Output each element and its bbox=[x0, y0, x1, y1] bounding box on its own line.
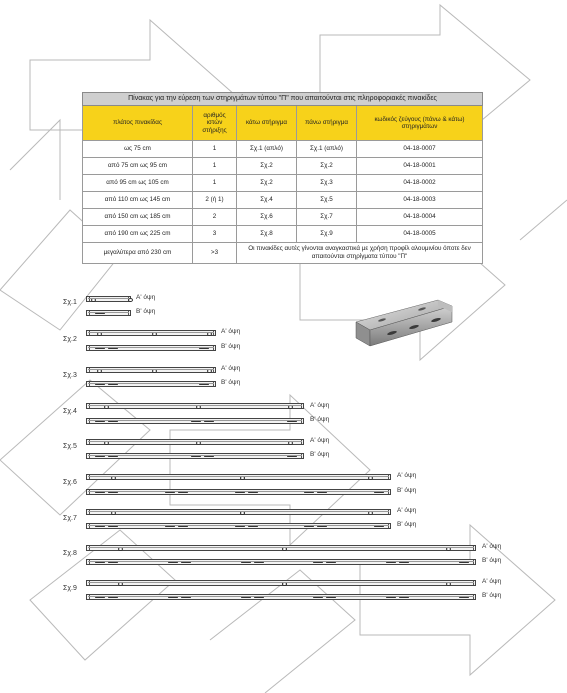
bar-end bbox=[89, 368, 90, 372]
mounting-slot bbox=[199, 348, 209, 350]
mounting-slot bbox=[204, 456, 214, 458]
mounting-slot bbox=[254, 597, 264, 599]
mounting-slot bbox=[287, 456, 297, 458]
bar-end bbox=[89, 581, 90, 585]
figure-label: Σχ.5 bbox=[63, 443, 77, 450]
cell-upper: Σχ.9 bbox=[297, 226, 357, 243]
bar-end bbox=[301, 419, 302, 423]
cell-lower: Σχ.8 bbox=[237, 226, 297, 243]
mounting-slot bbox=[191, 456, 201, 458]
face-a-label: Α' όψη bbox=[136, 294, 156, 301]
mounting-slot bbox=[108, 456, 118, 458]
mounting-slot bbox=[95, 384, 105, 386]
bolt-hole bbox=[368, 476, 373, 480]
bolt-hole bbox=[368, 511, 373, 515]
face-a-label: Α' όψη bbox=[482, 578, 502, 585]
bar-end bbox=[89, 419, 90, 423]
mounting-slot bbox=[326, 562, 336, 564]
mounting-slot bbox=[108, 421, 118, 423]
bar-end bbox=[89, 297, 90, 301]
profile-bar-face-a bbox=[86, 439, 304, 445]
face-b-label: Β' όψη bbox=[482, 557, 502, 564]
mounting-slot bbox=[181, 562, 191, 564]
mounting-slot bbox=[317, 492, 327, 494]
cell-posts: 2 bbox=[193, 209, 237, 226]
bar-end bbox=[89, 510, 90, 514]
bolt-hole bbox=[104, 441, 109, 445]
mounting-slot bbox=[95, 492, 105, 494]
mounting-slot bbox=[95, 348, 105, 350]
figure-label: Σχ.8 bbox=[63, 550, 77, 557]
cell-width: από 110 cm ως 145 cm bbox=[83, 192, 193, 209]
bolt-hole bbox=[207, 332, 212, 336]
bolt-hole bbox=[196, 441, 201, 445]
face-a-label: Α' όψη bbox=[397, 472, 417, 479]
cell-code: 04-18-0007 bbox=[357, 141, 483, 158]
profile-bar-face-b bbox=[86, 310, 131, 316]
mounting-slot bbox=[165, 492, 175, 494]
bar-end bbox=[89, 490, 90, 494]
bar-end bbox=[473, 560, 474, 564]
cell-posts: 1 bbox=[193, 141, 237, 158]
cell-width: ως 75 cm bbox=[83, 141, 193, 158]
cell-upper: Σχ.2 bbox=[297, 158, 357, 175]
cell-code: 04-18-0001 bbox=[357, 158, 483, 175]
profile-bar-face-a bbox=[86, 330, 216, 336]
cell-lower: Σχ.2 bbox=[237, 175, 297, 192]
bar-end bbox=[89, 454, 90, 458]
mounting-slot bbox=[108, 384, 118, 386]
figure-label: Σχ.7 bbox=[63, 515, 77, 522]
cell-upper: Σχ.5 bbox=[297, 192, 357, 209]
mounting-slot bbox=[304, 526, 314, 528]
mounting-slot bbox=[386, 597, 396, 599]
bolt-hole bbox=[152, 332, 157, 336]
figure-label: Σχ.2 bbox=[63, 336, 77, 343]
figure-label: Σχ.1 bbox=[63, 299, 77, 306]
mounting-slot bbox=[248, 526, 258, 528]
mounting-slot bbox=[168, 562, 178, 564]
bar-end bbox=[89, 346, 90, 350]
face-b-label: Β' όψη bbox=[136, 308, 156, 315]
bolt-hole bbox=[288, 405, 293, 409]
face-a-label: Α' όψη bbox=[482, 543, 502, 550]
cell-width: από 150 cm ως 185 cm bbox=[83, 209, 193, 226]
bar-end bbox=[301, 404, 302, 408]
bar-end bbox=[89, 382, 90, 386]
mounting-slot bbox=[287, 421, 297, 423]
bar-end bbox=[89, 331, 90, 335]
mounting-slot bbox=[399, 597, 409, 599]
profile-bar-face-b bbox=[86, 418, 304, 424]
mounting-slot bbox=[199, 384, 209, 386]
mounting-slot bbox=[95, 562, 105, 564]
face-a-label: Α' όψη bbox=[310, 437, 330, 444]
bolt-hole bbox=[97, 332, 102, 336]
profile-bar-face-b bbox=[86, 381, 216, 387]
mounting-slot bbox=[168, 597, 178, 599]
bolt-hole bbox=[282, 547, 287, 551]
mounting-slot bbox=[191, 421, 201, 423]
bolt-hole bbox=[240, 511, 245, 515]
mounting-slot bbox=[95, 456, 105, 458]
face-b-label: Β' όψη bbox=[397, 487, 417, 494]
mounting-slot bbox=[108, 597, 118, 599]
table-title: Πίνακας για την εύρεση των στηριγμάτων τύπου "Π" που απαιτούνται στις πληροφοριακές πινακίδες bbox=[83, 93, 483, 106]
figure-label: Σχ.9 bbox=[63, 585, 77, 592]
face-b-label: Β' όψη bbox=[221, 379, 241, 386]
mounting-slot bbox=[95, 313, 105, 315]
bar-end bbox=[89, 546, 90, 550]
col-header-lower: κάτω στήριγμα bbox=[237, 106, 297, 141]
bar-end bbox=[89, 595, 90, 599]
cell-posts: 2 (ή 1) bbox=[193, 192, 237, 209]
bolt-hole bbox=[282, 582, 287, 586]
mounting-slot bbox=[108, 348, 118, 350]
bolt-hole bbox=[97, 369, 102, 373]
cell-code: 04-18-0005 bbox=[357, 226, 483, 243]
profile-bar-face-b bbox=[86, 489, 391, 495]
bar-end bbox=[89, 524, 90, 528]
bar-end bbox=[89, 560, 90, 564]
cell-width: από 75 cm ως 95 cm bbox=[83, 158, 193, 175]
bar-end bbox=[89, 475, 90, 479]
face-b-label: Β' όψη bbox=[482, 592, 502, 599]
figure-label: Σχ.6 bbox=[63, 479, 77, 486]
face-b-label: Β' όψη bbox=[310, 451, 330, 458]
cell-code: 04-18-0002 bbox=[357, 175, 483, 192]
mounting-slot bbox=[204, 421, 214, 423]
table-row bbox=[83, 209, 483, 226]
mounting-slot bbox=[95, 597, 105, 599]
mounting-slot bbox=[108, 562, 118, 564]
bar-end bbox=[89, 440, 90, 444]
cell-posts: >3 bbox=[193, 243, 237, 264]
mounting-slot bbox=[399, 562, 409, 564]
mounting-slot bbox=[459, 562, 469, 564]
face-a-label: Α' όψη bbox=[221, 328, 241, 335]
bracket-photo bbox=[352, 296, 456, 350]
bar-end bbox=[473, 595, 474, 599]
face-a-label: Α' όψη bbox=[397, 507, 417, 514]
table-row-last bbox=[83, 243, 483, 264]
mounting-slot bbox=[386, 562, 396, 564]
table-row bbox=[83, 158, 483, 175]
bolt-hole bbox=[288, 441, 293, 445]
bar-end bbox=[388, 490, 389, 494]
table-row bbox=[83, 192, 483, 209]
profile-bar-face-b bbox=[86, 594, 476, 600]
cell-lower: Σχ.1 (απλό) bbox=[237, 141, 297, 158]
mounting-slot bbox=[326, 597, 336, 599]
mounting-slot bbox=[313, 562, 323, 564]
cell-width: μεγαλύτερα από 230 cm bbox=[83, 243, 193, 264]
support-selection-table bbox=[82, 92, 483, 264]
bar-end bbox=[213, 346, 214, 350]
table-row bbox=[83, 175, 483, 192]
mounting-slot bbox=[108, 492, 118, 494]
profile-bar-face-a bbox=[86, 545, 476, 551]
profile-bar-face-a bbox=[86, 474, 391, 480]
bolt-hole bbox=[128, 298, 133, 302]
profile-bar-face-a bbox=[86, 509, 391, 515]
face-a-label: Α' όψη bbox=[310, 402, 330, 409]
bar-end bbox=[213, 368, 214, 372]
bar-end bbox=[473, 581, 474, 585]
bolt-hole bbox=[207, 369, 212, 373]
mounting-slot bbox=[181, 597, 191, 599]
face-b-label: Β' όψη bbox=[397, 521, 417, 528]
profile-bar-face-a bbox=[86, 403, 304, 409]
bolt-hole bbox=[446, 547, 451, 551]
col-header-posts: αριθμός ιστών στήριξης bbox=[193, 106, 237, 141]
mounting-slot bbox=[235, 492, 245, 494]
bolt-hole bbox=[152, 369, 157, 373]
profile-bar-face-a bbox=[86, 367, 216, 373]
cell-code: 04-18-0004 bbox=[357, 209, 483, 226]
mounting-slot bbox=[95, 526, 105, 528]
mounting-slot bbox=[374, 526, 384, 528]
mounting-slot bbox=[374, 492, 384, 494]
mounting-slot bbox=[304, 492, 314, 494]
table-row bbox=[83, 141, 483, 158]
bar-end bbox=[301, 454, 302, 458]
mounting-slot bbox=[459, 597, 469, 599]
cell-upper: Σχ.3 bbox=[297, 175, 357, 192]
bolt-hole bbox=[118, 547, 123, 551]
face-a-label: Α' όψη bbox=[221, 365, 241, 372]
bolt-hole bbox=[446, 582, 451, 586]
figure-label: Σχ.3 bbox=[63, 372, 77, 379]
bolt-hole bbox=[104, 405, 109, 409]
face-b-label: Β' όψη bbox=[310, 416, 330, 423]
mounting-slot bbox=[95, 421, 105, 423]
mounting-slot bbox=[235, 526, 245, 528]
cell-lower: Σχ.4 bbox=[237, 192, 297, 209]
cell-upper: Σχ.1 (απλό) bbox=[297, 141, 357, 158]
mounting-slot bbox=[313, 597, 323, 599]
bar-end bbox=[388, 510, 389, 514]
bar-end bbox=[473, 546, 474, 550]
bar-end bbox=[89, 404, 90, 408]
col-header-width: πλάτος πινακίδας bbox=[83, 106, 193, 141]
cell-width: από 95 cm ως 105 cm bbox=[83, 175, 193, 192]
bar-end bbox=[128, 311, 129, 315]
cell-width: από 190 cm ως 225 cm bbox=[83, 226, 193, 243]
cell-code: 04-18-0003 bbox=[357, 192, 483, 209]
profile-bar-face-a bbox=[86, 580, 476, 586]
bar-end bbox=[213, 382, 214, 386]
mounting-slot bbox=[254, 562, 264, 564]
bolt-hole bbox=[118, 582, 123, 586]
mounting-slot bbox=[178, 492, 188, 494]
cell-upper: Σχ.7 bbox=[297, 209, 357, 226]
cell-posts: 1 bbox=[193, 175, 237, 192]
profile-bar-face-b bbox=[86, 345, 216, 351]
table-row bbox=[83, 226, 483, 243]
profile-bar-face-b bbox=[86, 559, 476, 565]
bar-end bbox=[301, 440, 302, 444]
mounting-slot bbox=[241, 562, 251, 564]
figure-label: Σχ.4 bbox=[63, 408, 77, 415]
bolt-hole bbox=[111, 511, 116, 515]
profile-bar-face-b bbox=[86, 523, 391, 529]
bar-end bbox=[213, 331, 214, 335]
profile-bar-face-b bbox=[86, 453, 304, 459]
col-header-code: κωδικός ζεύγους (πάνω & κάτω) στηριγμάτων bbox=[357, 106, 483, 141]
cell-posts: 3 bbox=[193, 226, 237, 243]
profile-bar-face-a bbox=[86, 296, 131, 302]
cell-lower: Σχ.2 bbox=[237, 158, 297, 175]
mounting-slot bbox=[248, 492, 258, 494]
mounting-slot bbox=[165, 526, 175, 528]
bolt-hole bbox=[91, 298, 96, 302]
bolt-hole bbox=[196, 405, 201, 409]
bolt-hole bbox=[111, 476, 116, 480]
mounting-slot bbox=[317, 526, 327, 528]
mounting-slot bbox=[178, 526, 188, 528]
mounting-slot bbox=[108, 526, 118, 528]
bar-end bbox=[89, 311, 90, 315]
face-b-label: Β' όψη bbox=[221, 343, 241, 350]
bar-end bbox=[388, 524, 389, 528]
cell-note: Οι πινακίδες αυτές γίνονται αναγκαστικά με χρήση προφίλ αλουμινίου όποτε δεν απαιτούνται στηρίγματα τύπου "Π" bbox=[237, 243, 483, 264]
cell-lower: Σχ.6 bbox=[237, 209, 297, 226]
mounting-slot bbox=[241, 597, 251, 599]
bolt-hole bbox=[240, 476, 245, 480]
col-header-upper: πάνω στήριγμα bbox=[297, 106, 357, 141]
cell-posts: 1 bbox=[193, 158, 237, 175]
bar-end bbox=[388, 475, 389, 479]
